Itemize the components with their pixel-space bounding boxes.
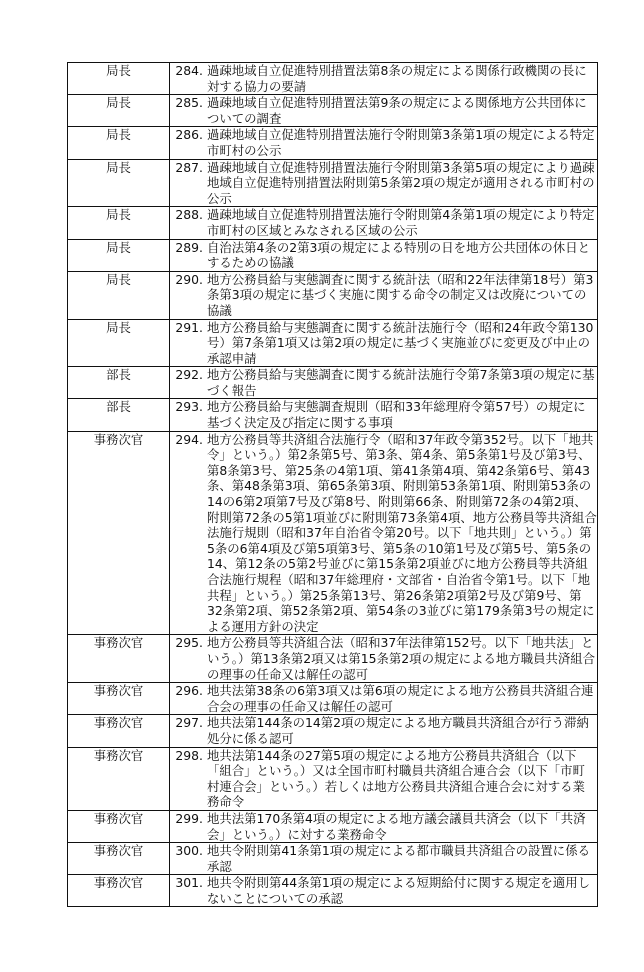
item-number: 293. <box>175 399 203 415</box>
item-text: 地方公務員給与実態調査に関する統計法（昭和22年法律第18号）第3条第3項の規定に基づく実施に関する命令の制定又は改廃についての協議 <box>207 271 594 318</box>
item-cell <box>170 843 598 875</box>
authority-cell: 局長 <box>68 159 170 207</box>
table-body <box>68 63 598 907</box>
authority-cell: 局長 <box>68 239 170 271</box>
item-number: 297. <box>175 715 203 731</box>
item-number: 299. <box>175 810 203 826</box>
item-content <box>170 715 597 746</box>
authority-cell: 局長 <box>68 271 170 319</box>
item-number: 295. <box>175 635 203 651</box>
authority-cell: 事務次官 <box>68 715 170 747</box>
item-text: 地方公務員給与実態調査に関する統計法施行令（昭和24年政令第130号）第7条第1項又は第2項の規定に基づく実施並びに変更及び中止の承認申請 <box>207 319 594 366</box>
item-number: 286. <box>175 127 203 143</box>
authority-cell: 事務次官 <box>68 875 170 907</box>
item-cell <box>170 715 598 747</box>
item-number: 290. <box>175 271 203 287</box>
item-text: 地方公務員給与実態調査規則（昭和33年総理府令第57号）の規定に基づく決定及び指定に関する事項 <box>207 399 586 431</box>
item-text: 地共法第144条の14第2項の規定による地方職員共済組合が行う滞納処分に係る認可 <box>207 715 589 746</box>
item-number: 287. <box>175 159 203 175</box>
item-cell <box>170 431 598 635</box>
item-content <box>170 843 597 874</box>
table-row <box>68 63 598 95</box>
item-number: 301. <box>175 875 203 891</box>
item-text: 過疎地域自立促進特別措置法第9条の規定による関係地方公共団体についての調査 <box>207 95 587 126</box>
table-row <box>68 431 598 635</box>
item-content <box>170 635 597 682</box>
item-number: 294. <box>175 431 203 447</box>
item-text: 過疎地域自立促進特別措置法施行令附則第3条第1項の規定による特定市町村の公示 <box>207 127 595 158</box>
authority-cell: 部長 <box>68 367 170 399</box>
authority-cell: 事務次官 <box>68 843 170 875</box>
table-row <box>68 159 598 207</box>
authority-cell: 局長 <box>68 127 170 159</box>
item-number: 285. <box>175 95 203 111</box>
delegation-table <box>67 62 598 907</box>
item-cell <box>170 683 598 715</box>
authority-cell: 局長 <box>68 207 170 239</box>
item-content <box>170 748 597 810</box>
authority-cell: 事務次官 <box>68 747 170 810</box>
authority-cell: 事務次官 <box>68 810 170 842</box>
item-text: 地共令附則第41条第1項の規定による都市職員共済組合の設置に係る承認 <box>207 843 590 874</box>
authority-cell: 局長 <box>68 319 170 367</box>
item-number: 296. <box>175 683 203 699</box>
item-text: 過疎地域自立促進特別措置法第8条の規定による関係行政機関の長に対する協力の要請 <box>207 63 587 94</box>
item-number: 289. <box>175 239 203 255</box>
table-row <box>68 747 598 810</box>
item-number: 291. <box>175 319 203 335</box>
authority-cell: 部長 <box>68 399 170 431</box>
authority-cell: 事務次官 <box>68 431 170 635</box>
item-content <box>170 127 597 158</box>
item-text: 地共法第170条第4項の規定による地方議会議員共済会（以下「共済会」という。）に対する業務命令 <box>207 810 586 842</box>
item-number: 284. <box>175 63 203 78</box>
item-content <box>170 683 597 714</box>
item-content <box>170 875 597 906</box>
authority-cell: 局長 <box>68 95 170 127</box>
item-text: 地共令附則第44条第1項の規定による短期給付に関する規定を適用しないことについての承認 <box>207 875 590 906</box>
item-text: 過疎地域自立促進特別措置法施行令附則第4条第1項の規定により特定市町村の区域とみなされる区域の公示 <box>207 207 595 238</box>
item-content <box>170 272 597 319</box>
item-text: 地方公務員等共済組合法施行令（昭和37年政令第352号。以下「地共令」という。）第2条第5号、第3条、第4条、第5条第1号及び第3号、第8条第3号、第25条の4第1項、第41条第4項、第42条第6号、第43条、第48条第3項、第65条第3項、附則第53条第1項、附則第53条の14の6第2項第7号及び第8号、附則第66条、附則第72条の4第2項、附則第72条の5第1項並びに附則第73条第4項、地方公務員等共済組合法施行規則（昭和37年自治省令第20号。以下「地共則」という。）第5条の6第4項及び第5項第3号、第5条の10第1号及び第5号、第5条の14、第12条の5第2号並びに第15条第2項並びに地方公務員等共済組合法施行規程（昭和37年総理府・文部省・自治省令第1号。以下「地共程」という。）第25条第13号、第26条第2項第2号及び第9号、第32条第2項、第52条第2項、第54条の3並びに第179条第3号の規定による運用方針の決定 <box>207 431 597 634</box>
item-content <box>170 399 597 430</box>
item-cell <box>170 367 598 399</box>
item-text: 地方公務員給与実態調査に関する統計法施行令第7条第3項の規定に基づく報告 <box>207 367 595 398</box>
item-text: 過疎地域自立促進特別措置法施行令附則第3条第5項の規定により過疎地域自立促進特別措置法附則第5条第2項の規定が適用される市町村の公示 <box>207 159 595 206</box>
table-row <box>68 271 598 319</box>
table-row <box>68 95 598 127</box>
item-text: 地共法第38条の6第3項又は第6項の規定による地方公務員共済組合連合会の理事の任命又は解任の認可 <box>207 683 594 714</box>
item-content <box>170 811 597 842</box>
authority-cell: 事務次官 <box>68 635 170 683</box>
table-row <box>68 683 598 715</box>
item-content <box>170 367 597 398</box>
table-row <box>68 367 598 399</box>
item-cell <box>170 319 598 367</box>
table-row <box>68 843 598 875</box>
item-cell <box>170 127 598 159</box>
table-row <box>68 875 598 907</box>
item-cell <box>170 875 598 907</box>
item-number: 292. <box>175 367 203 383</box>
table-row <box>68 635 598 683</box>
item-number: 300. <box>175 843 203 859</box>
item-text: 地方公務員等共済組合法（昭和37年法律第152号。以下「地共法」という。）第13条第2項又は第15条第2項の規定による地方職員共済組合の理事の任命又は解任の認可 <box>207 635 596 682</box>
table-row <box>68 207 598 239</box>
item-cell <box>170 63 598 95</box>
table-row <box>68 399 598 431</box>
item-content <box>170 95 597 126</box>
item-number: 288. <box>175 207 203 223</box>
table-row <box>68 715 598 747</box>
item-number: 298. <box>175 747 203 763</box>
authority-cell: 事務次官 <box>68 683 170 715</box>
item-cell <box>170 747 598 810</box>
item-cell <box>170 207 598 239</box>
table-row <box>68 810 598 842</box>
item-cell <box>170 810 598 842</box>
item-content <box>170 432 597 635</box>
item-content <box>170 320 597 367</box>
item-text: 自治法第4条の2第3項の規定による特別の日を地方公共団体の休日とするための協議 <box>207 239 590 271</box>
authority-cell: 局長 <box>68 63 170 95</box>
table-row <box>68 319 598 367</box>
item-content <box>170 63 597 94</box>
item-cell <box>170 635 598 683</box>
table-row <box>68 127 598 159</box>
item-cell <box>170 239 598 271</box>
item-content <box>170 160 597 207</box>
item-cell <box>170 159 598 207</box>
item-cell <box>170 95 598 127</box>
item-content <box>170 240 597 271</box>
item-content <box>170 207 597 238</box>
table-row <box>68 239 598 271</box>
item-cell <box>170 271 598 319</box>
item-text: 地共法第144条の27第5項の規定による地方公務員共済組合（以下「組合」という。）又は全国市町村職員共済組合連合会（以下「市町村連合会」という。）若しくは地方公務員共済組合連合会に対する業務命令 <box>207 747 585 810</box>
item-cell <box>170 399 598 431</box>
